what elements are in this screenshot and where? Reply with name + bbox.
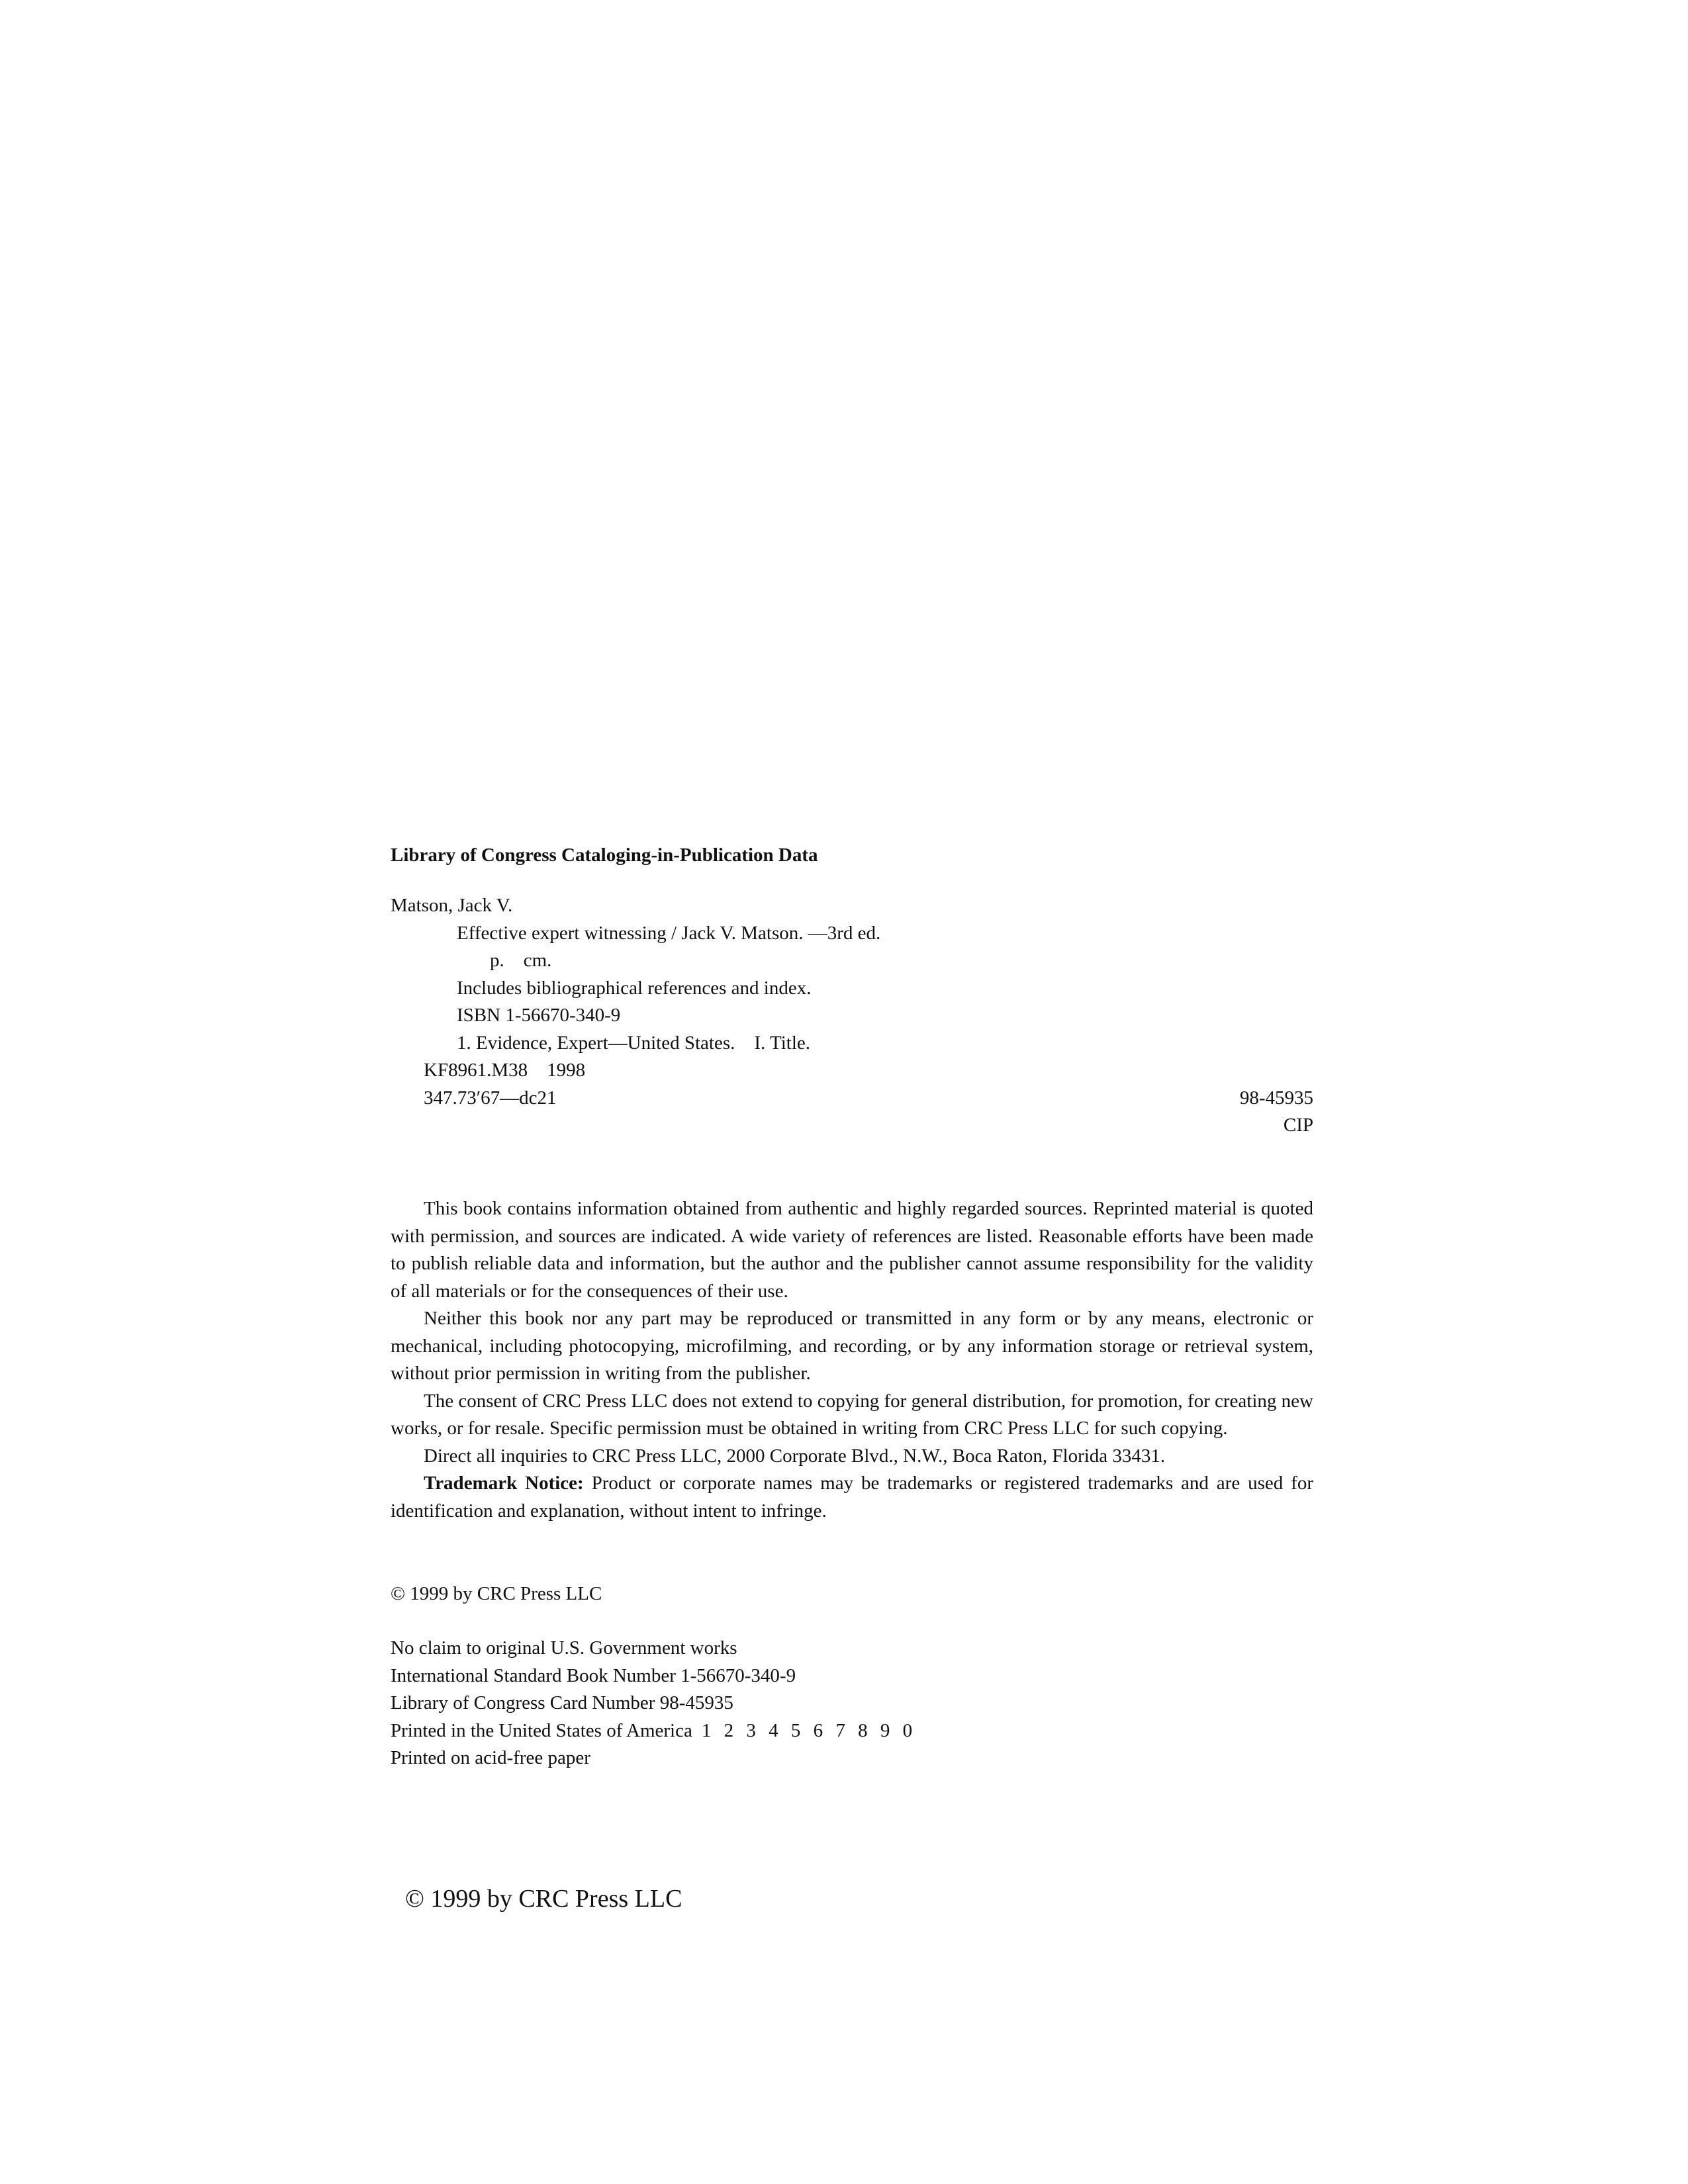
reproduction-paragraph: Neither this book nor any part may be reproduced or transmitted in any form or by any means, electronic or mechanical, including photocopying, microfilming, and recording, or by any information storage or retrieval system, without prior permission in writing from the publisher. <box>391 1308 1313 1384</box>
trademark-paragraph <box>391 1470 1313 1525</box>
print-line: 1 2 3 4 5 6 7 8 9 0 <box>701 1719 913 1741</box>
paper-line: Printed on acid-free paper <box>391 1747 590 1768</box>
isbn-line: International Standard Book Number 1-56670-340-9 <box>391 1664 796 1686</box>
rights-notice <box>391 1195 1313 1525</box>
cip-subjects: 1. Evidence, Expert—United States. I. Title. <box>457 1032 811 1054</box>
printed-in-row <box>391 1717 1313 1745</box>
footer-copyright: © 1999 by CRC Press LLC <box>405 1885 682 1913</box>
cip-label: CIP <box>1283 1115 1313 1136</box>
cip-lc-class: KF8961.M38 1998 <box>424 1060 586 1081</box>
gov-claim: No claim to original U.S. Government works <box>391 1637 737 1659</box>
cip-dewey: 347.73′67—dc21 <box>424 1087 557 1109</box>
cip-record <box>391 892 1313 1140</box>
cip-pagination: p. cm. <box>490 950 552 971</box>
cip-dewey-row <box>391 1085 1313 1113</box>
cip-isbn: ISBN 1-56670-340-9 <box>457 1005 621 1026</box>
printed-in: Printed in the United States of America <box>391 1719 692 1741</box>
trademark-text: Product or corporate names may be trademarks or registered trademarks and are used for identification and explanation, without intent to infringe. <box>391 1473 1313 1522</box>
cip-notes: Includes bibliographical references and index. <box>457 977 812 999</box>
publication-info <box>391 1635 1313 1772</box>
copyright-line: © 1999 by CRC Press LLC <box>391 1583 602 1604</box>
cip-title: Effective expert witnessing / Jack V. Matson. —3rd ed. <box>457 922 881 944</box>
consent-paragraph: The consent of CRC Press LLC does not extend to copying for general distribution, for promotion, for creating new works, or for resale. Specific permission must be obtained in writing from CRC Press LLC for such copying. <box>391 1390 1313 1439</box>
trademark-label: Trademark Notice: <box>424 1473 584 1494</box>
inquiries-paragraph: Direct all inquiries to CRC Press LLC, 2000 Corporate Blvd., N.W., Boca Raton, Florida 33431. <box>424 1445 1166 1467</box>
sources-paragraph: This book contains information obtained from authentic and highly regarded sources. Reprinted material is quoted with permission, and sources are indicated. A wide variety of references are listed. Reasonable efforts have been made to publish reliable data and information, but the author and the publisher cannot assume responsibility for the validity of all materials or for the consequences of their use. <box>391 1198 1313 1302</box>
lccn-line: Library of Congress Card Number 98-45935 <box>391 1692 733 1713</box>
cip-heading: Library of Congress Cataloging-in-Publication Data <box>391 844 818 866</box>
cip-author: Matson, Jack V. <box>391 895 513 916</box>
cip-lccn: 98-45935 <box>1239 1087 1313 1109</box>
